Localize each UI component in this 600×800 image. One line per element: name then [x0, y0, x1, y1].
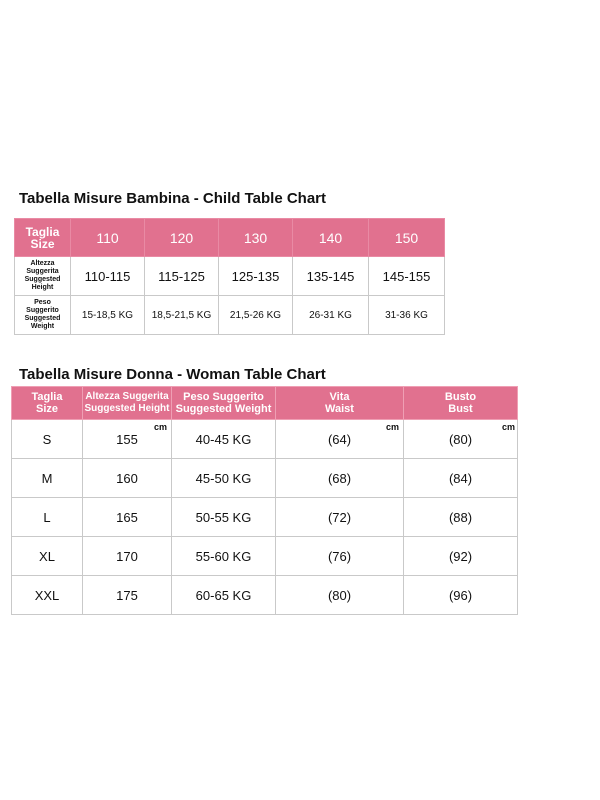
woman-height-cell — [83, 420, 172, 459]
child-height-label-line: Suggerita — [26, 268, 59, 275]
child-weight-cell: 15-18,5 KG — [71, 296, 145, 335]
woman-size-cell: S — [12, 420, 83, 459]
woman-bust-cell — [404, 420, 518, 459]
woman-size-cell: XXL — [12, 576, 83, 615]
woman-bust-cell: (88) — [404, 498, 518, 537]
woman-size-header — [12, 387, 83, 420]
child-size-header-line2: Size — [30, 236, 55, 251]
woman-weight-cell: 60-65 KG — [172, 576, 276, 615]
child-weight-cell: 26-31 KG — [293, 296, 369, 335]
woman-waist-cell: (80) — [276, 576, 404, 615]
child-weight-label-line: Weight — [30, 323, 55, 330]
woman-height-value: 155 — [116, 431, 138, 447]
woman-size-header-line1: Taglia — [31, 391, 63, 403]
woman-waist-cell: (68) — [276, 459, 404, 498]
woman-size-cell: M — [12, 459, 83, 498]
woman-height-cell: 175 — [83, 576, 172, 615]
child-height-cell: 135-145 — [293, 257, 369, 296]
woman-row-xxl — [12, 576, 518, 615]
woman-header-row — [12, 387, 518, 420]
waist-unit-label: cm — [385, 422, 399, 432]
child-weight-label-line: Suggerito — [26, 307, 59, 314]
child-size-140: 140 — [293, 219, 369, 257]
woman-size-table — [11, 386, 518, 615]
child-height-cell: 110-115 — [71, 257, 145, 296]
woman-row-s — [12, 420, 518, 459]
woman-bust-cell: (84) — [404, 459, 518, 498]
woman-bust-header-line1: Busto — [444, 391, 477, 403]
woman-weight-cell: 40-45 KG — [172, 420, 276, 459]
child-height-label-line: Altezza — [30, 260, 55, 267]
woman-weight-cell: 55-60 KG — [172, 537, 276, 576]
woman-bust-header-line2: Bust — [448, 403, 473, 415]
child-size-table — [14, 218, 445, 335]
woman-table-title: Tabella Misure Donna - Woman Table Chart — [19, 366, 326, 383]
woman-height-header-line2: Suggested Height — [84, 403, 170, 414]
height-unit-label: cm — [153, 422, 167, 432]
child-weight-cell: 18,5-21,5 KG — [145, 296, 219, 335]
child-weight-label — [15, 296, 71, 335]
woman-height-header-line1: Altezza Suggerita — [85, 391, 169, 402]
child-height-cell: 125-135 — [219, 257, 293, 296]
woman-size-cell: L — [12, 498, 83, 537]
bust-unit-label: cm — [501, 422, 515, 432]
woman-bust-value: (80) — [448, 431, 473, 447]
child-height-label-line: Suggested — [24, 276, 61, 283]
woman-bust-header — [404, 387, 518, 420]
woman-weight-header-line1: Peso Suggerito — [183, 391, 264, 403]
woman-bust-cell: (92) — [404, 537, 518, 576]
woman-weight-header — [172, 387, 276, 420]
child-table-title: Tabella Misure Bambina - Child Table Chart — [19, 190, 326, 207]
child-height-cell: 145-155 — [369, 257, 445, 296]
woman-row-xl — [12, 537, 518, 576]
child-height-row — [15, 257, 445, 296]
woman-bust-cell: (96) — [404, 576, 518, 615]
woman-waist-cell: (76) — [276, 537, 404, 576]
child-size-header — [15, 219, 71, 257]
child-weight-cell: 21,5-26 KG — [219, 296, 293, 335]
woman-height-header — [83, 387, 172, 420]
woman-height-cell: 160 — [83, 459, 172, 498]
child-weight-label-line: Peso — [34, 299, 51, 306]
woman-weight-cell: 45-50 KG — [172, 459, 276, 498]
child-size-120: 120 — [145, 219, 219, 257]
woman-weight-header-line2: Suggested Weight — [175, 403, 272, 415]
woman-height-cell: 170 — [83, 537, 172, 576]
child-size-110: 110 — [71, 219, 145, 257]
woman-waist-cell: (72) — [276, 498, 404, 537]
woman-row-m — [12, 459, 518, 498]
woman-size-cell: XL — [12, 537, 83, 576]
woman-waist-header-line1: Vita — [329, 391, 350, 403]
child-size-header-line1: Taglia — [25, 224, 60, 239]
child-weight-row — [15, 296, 445, 335]
child-size-130: 130 — [219, 219, 293, 257]
woman-waist-header-line2: Waist — [325, 403, 354, 415]
woman-waist-header — [276, 387, 404, 420]
child-header-row — [15, 219, 445, 257]
woman-row-l — [12, 498, 518, 537]
child-height-label-line: Height — [31, 284, 54, 291]
child-weight-label-line: Suggested — [24, 315, 61, 322]
woman-height-cell: 165 — [83, 498, 172, 537]
child-size-150: 150 — [369, 219, 445, 257]
child-height-cell: 115-125 — [145, 257, 219, 296]
child-height-label — [15, 257, 71, 296]
woman-weight-cell: 50-55 KG — [172, 498, 276, 537]
woman-size-header-line2: Size — [35, 403, 58, 415]
woman-waist-value: (64) — [327, 431, 352, 447]
child-weight-cell: 31-36 KG — [369, 296, 445, 335]
woman-waist-cell — [276, 420, 404, 459]
